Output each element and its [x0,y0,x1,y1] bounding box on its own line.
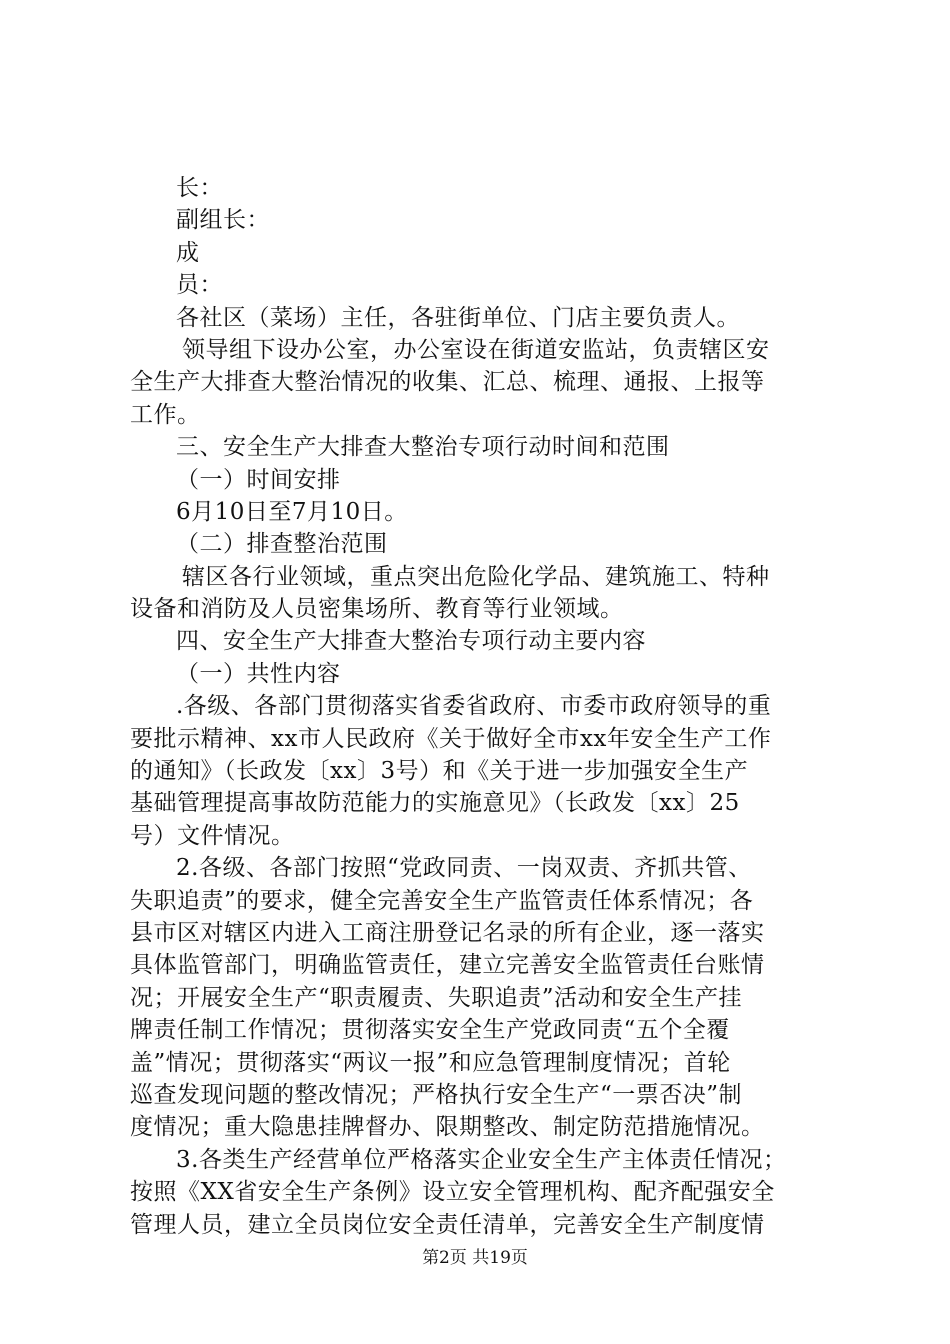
text-line: 各社区（菜场）主任，各驻街单位、门店主要负责人。 [176,304,740,331]
text-line: 要批示精神、xx市人民政府《关于做好全市xx年安全生产工作 [130,725,772,752]
text-line: 2.各级、各部门按照“党政同责、一岗双责、齐抓共管、 [176,855,752,882]
section-heading: 四、安全生产大排查大整治专项行动主要内容 [176,628,646,655]
text-line: 工作。 [130,401,201,428]
text-line: 具体监管部门，明确监管责任，建立完善安全监管责任台账情 [130,952,765,979]
text-line: 基础管理提高事故防范能力的实施意见》（长政发〔xx〕25 [130,790,740,817]
text-line: .各级、各部门贯彻落实省委省政府、市委市政府领导的重 [176,693,772,720]
text-line: 的通知》（长政发〔xx〕3号）和《关于进一步加强安全生产 [130,758,749,785]
text-line: 领导组下设办公室，办公室设在街道安监站，负责辖区安 [182,336,770,363]
text-line: 按照《XX省安全生产条例》设立安全管理机构、配齐配强安全 [130,1179,775,1206]
text-line: 副组长： [176,207,270,234]
section-heading: 三、安全生产大排查大整治专项行动时间和范围 [176,434,670,461]
text-line: 县市区对辖区内进入工商注册登记名录的所有企业，逐一落实 [130,919,765,946]
text-line: 况；开展安全生产“职责履责、失职追责”活动和安全生产挂 [130,984,743,1011]
body-text [130,172,830,1241]
text-line: 6月10日至7月10日。 [176,498,408,525]
text-line: 辖区各行业领域，重点突出危险化学品、建筑施工、特种 [182,563,770,590]
text-line: 员： [176,272,223,299]
text-line: 管理人员，建立全员岗位安全责任清单，完善安全生产制度情 [130,1211,765,1238]
text-line: 长： [176,175,223,201]
page-footer: 第2页 共19页 [422,1248,528,1268]
text-line: 全生产大排查大整治情况的收集、汇总、梳理、通报、上报等 [130,369,765,396]
text-line: 盖”情况；贯彻落实“两议一报”和应急管理制度情况；首轮 [130,1049,731,1076]
text-line: 号）文件情况。 [130,822,295,849]
text-line: 度情况；重大隐患挂牌督办、限期整改、制定防范措施情况。 [130,1114,765,1141]
subsection-heading: （一）共性内容 [176,660,341,687]
text-line: 设备和消防及人员密集场所、教育等行业领域。 [130,596,624,623]
text-line: 巡查发现问题的整改情况；严格执行安全生产“一票否决”制 [130,1081,743,1108]
text-line: 失职追责”的要求，健全完善安全生产监管责任体系情况；各 [130,887,754,914]
text-line: 3.各类生产经营单位严格落实企业安全生产主体责任情况； [176,1146,787,1173]
text-line: 成 [176,239,200,266]
subsection-heading: （一）时间安排 [176,466,341,493]
text-line: 牌责任制工作情况；贯彻落实安全生产党政同责“五个全覆 [130,1017,730,1044]
subsection-heading: （二）排查整治范围 [176,531,388,558]
